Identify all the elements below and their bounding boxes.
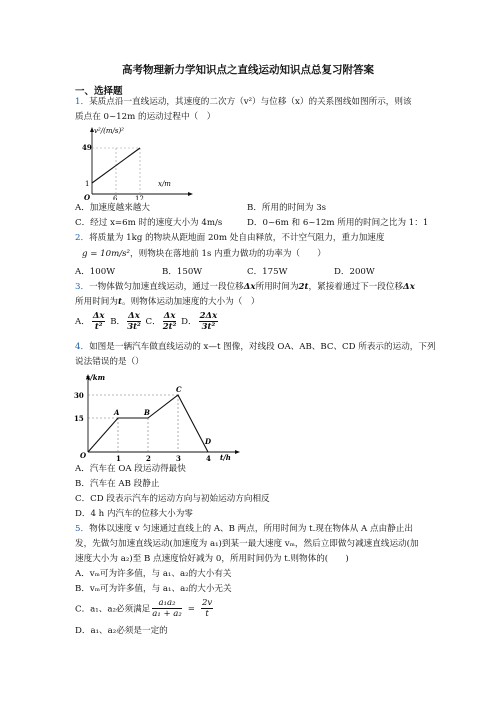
q3-text1b: 所用时间为 <box>255 282 299 292</box>
q3-option-a-fraction <box>92 311 106 332</box>
q3-c-den: 2t² <box>162 322 177 332</box>
q1-tick-6: 6 <box>113 195 118 200</box>
q4-option-c[interactable]: C．CD 段表示汽车的运动方向与初始运动方向相反 <box>75 494 270 504</box>
q5-c-left-fraction <box>152 598 181 619</box>
q3-2t: 2t <box>298 282 309 292</box>
q2-g-value: g = 10m/s² <box>82 249 130 259</box>
q2-option-b[interactable]: B．150W <box>162 267 203 277</box>
q3-dx: Δx <box>243 282 256 292</box>
q1-x-arrow-icon <box>188 192 193 196</box>
q4-line1 <box>75 340 436 355</box>
q4-x-label: t/h <box>220 453 231 462</box>
q3-text1a: 一物体做匀加速直线运动，通过一段位移 <box>89 282 244 292</box>
q4-x-arrow-icon <box>235 450 240 454</box>
q3-text2a: 所用时间为 <box>75 297 118 307</box>
q5-option-c-prefix: C．a₁、a₂必须满足 <box>75 604 151 615</box>
q4-y-label: x/km <box>86 373 105 382</box>
q1-tick-12: 12 <box>135 195 144 200</box>
q3-a-den: t² <box>94 322 103 332</box>
q3-number: 3． <box>75 282 90 292</box>
q4-graph <box>72 372 242 462</box>
q4-tick-30: 30 <box>74 391 84 400</box>
q3-option-c-label: C． <box>145 317 161 327</box>
q3-c-num: Δx <box>163 311 176 321</box>
q2-text1: 将质量为 1kg 的物块从距地面 20m 处自由释放，不计空气阻力，重力加速度 <box>89 233 385 243</box>
q1-line1 <box>75 95 412 110</box>
q1-graph <box>82 124 194 200</box>
q5-c-left-den: a₁ + a₂ <box>152 609 182 619</box>
q4-origin: O <box>80 451 87 460</box>
q1-y-label: v²/(m/s)² <box>94 127 124 135</box>
q3-text1c: ，紧接着通过下一段位移 <box>308 282 404 292</box>
q3-option-c-fraction <box>163 311 177 332</box>
q5-option-c[interactable] <box>75 598 215 619</box>
q3-option-d-label: D． <box>181 317 197 327</box>
q1-tick-49: 49 <box>82 143 92 152</box>
q5-number: 5． <box>75 524 90 534</box>
q3-a-num: Δx <box>92 311 105 321</box>
q4-text2: 说法错误的是（） <box>75 357 144 367</box>
q5-c-right-num: 2v <box>201 598 213 608</box>
q3-line1 <box>75 280 415 295</box>
q3-option-d-fraction <box>199 311 219 332</box>
q1-x-label: x/m <box>158 180 171 188</box>
q1-option-c[interactable]: C．经过 x=6m 时的速度大小为 4m/s <box>75 218 223 228</box>
q1-text1: 某质点沿一直线运动，其速度的二次方（v²）与位移（x）的关系图线如图所示，则该 <box>89 97 412 107</box>
q1-option-d[interactable]: D．0~6m 和 6~12m 所用的时间之比为 1：1 <box>247 218 429 228</box>
q5-text1: 物体以速度 v 匀速通过直线上的 A、B 两点，所用时间为 t.现在物体从 A 点由静止出 <box>89 524 413 534</box>
q5-c-left-num: a₁a₂ <box>152 598 181 609</box>
q3-d-num: 2Δx <box>199 311 218 321</box>
q1-origin: O <box>84 193 91 200</box>
q4-tick-1: 1 <box>116 454 121 462</box>
q3-line2 <box>75 295 259 310</box>
q4-text1: 如图是一辆汽车做直线运动的 x—t 图像，对线段 OA、AB、BC、CD 所表示的运动，下列 <box>89 342 436 352</box>
q3-option-b-fraction <box>127 311 141 332</box>
q3-options <box>75 311 220 332</box>
q2-option-c[interactable]: C．175W <box>247 267 288 277</box>
q4-option-a[interactable]: A．汽车在 OA 段运动得最快 <box>75 464 186 474</box>
q4-tick-4: 4 <box>206 454 211 462</box>
q5-option-b[interactable]: B．vₘ可为许多值，与 a₁、a₂的大小无关 <box>75 584 232 594</box>
q2-line2 <box>82 247 326 262</box>
page-title: 高考物理新力学知识点之直线运动知识点总复习附答案 <box>122 64 374 76</box>
q2-option-a[interactable]: A．100W <box>75 267 116 277</box>
q5-c-equals: = <box>187 603 195 614</box>
q3-dx2: Δx <box>403 282 415 292</box>
q3-b-num: Δx <box>128 311 140 321</box>
q1-option-a[interactable]: A．加速度越来越大 <box>75 203 150 213</box>
q1-text2: 质点在 0~12m 的运动过程中（ ） <box>75 112 216 122</box>
q5-text2: 发，先做匀加速直线运动(加速度为 a₁)到某一最大速度 vₘ，然后立即做匀减速直线运动(加 <box>75 539 419 549</box>
q2-line1 <box>75 231 384 246</box>
q3-text2b: 。则物体运动加速度的大小为（ ） <box>121 297 260 307</box>
q3-b-den: 3t² <box>127 322 141 332</box>
q1-number: 1． <box>75 97 90 107</box>
q3-t: t <box>117 297 122 307</box>
q3-d-den: 3t² <box>201 322 216 332</box>
q4-option-d[interactable]: D．4 h 内汽车的位移大小为零 <box>75 509 193 519</box>
q5-line1 <box>75 522 413 537</box>
q5-text3: 速度大小为 a₂)至 B 点速度恰好减为 0，所用时间仍为 t.则物体的( ) <box>75 554 349 564</box>
q4-tick-2: 2 <box>146 454 151 462</box>
q2-text2: ，则物块在落地前 1s 内重力做功的功率为（ ） <box>130 249 326 259</box>
q5-c-right-den: t <box>205 609 209 619</box>
q4-tick-3: 3 <box>176 454 181 462</box>
q1-tick-1: 1 <box>85 180 90 188</box>
q5-c-right-fraction <box>201 598 213 619</box>
q5-option-a[interactable]: A．vₘ可为许多值，与 a₁、a₂的大小有关 <box>75 569 232 579</box>
q2-number: 2． <box>75 233 90 243</box>
q4-point-b: B <box>144 408 150 417</box>
q4-option-b[interactable]: B．汽车在 AB 段静止 <box>75 479 160 489</box>
section-heading: 一、选择题 <box>75 86 123 97</box>
q3-option-a-label: A． <box>75 317 90 327</box>
q4-number: 4． <box>75 342 90 352</box>
q4-point-d: D <box>205 437 212 446</box>
q4-point-c: C <box>176 385 182 394</box>
q2-option-d[interactable]: D．200W <box>334 267 375 277</box>
q4-tick-15: 15 <box>74 414 84 423</box>
q1-option-b[interactable]: B．所用的时间为 3s <box>247 203 327 213</box>
q4-point-a: A <box>114 408 120 417</box>
q5-option-d[interactable]: D．a₁、a₂必须是一定的 <box>75 626 168 636</box>
q3-option-b-label: B． <box>110 317 126 327</box>
